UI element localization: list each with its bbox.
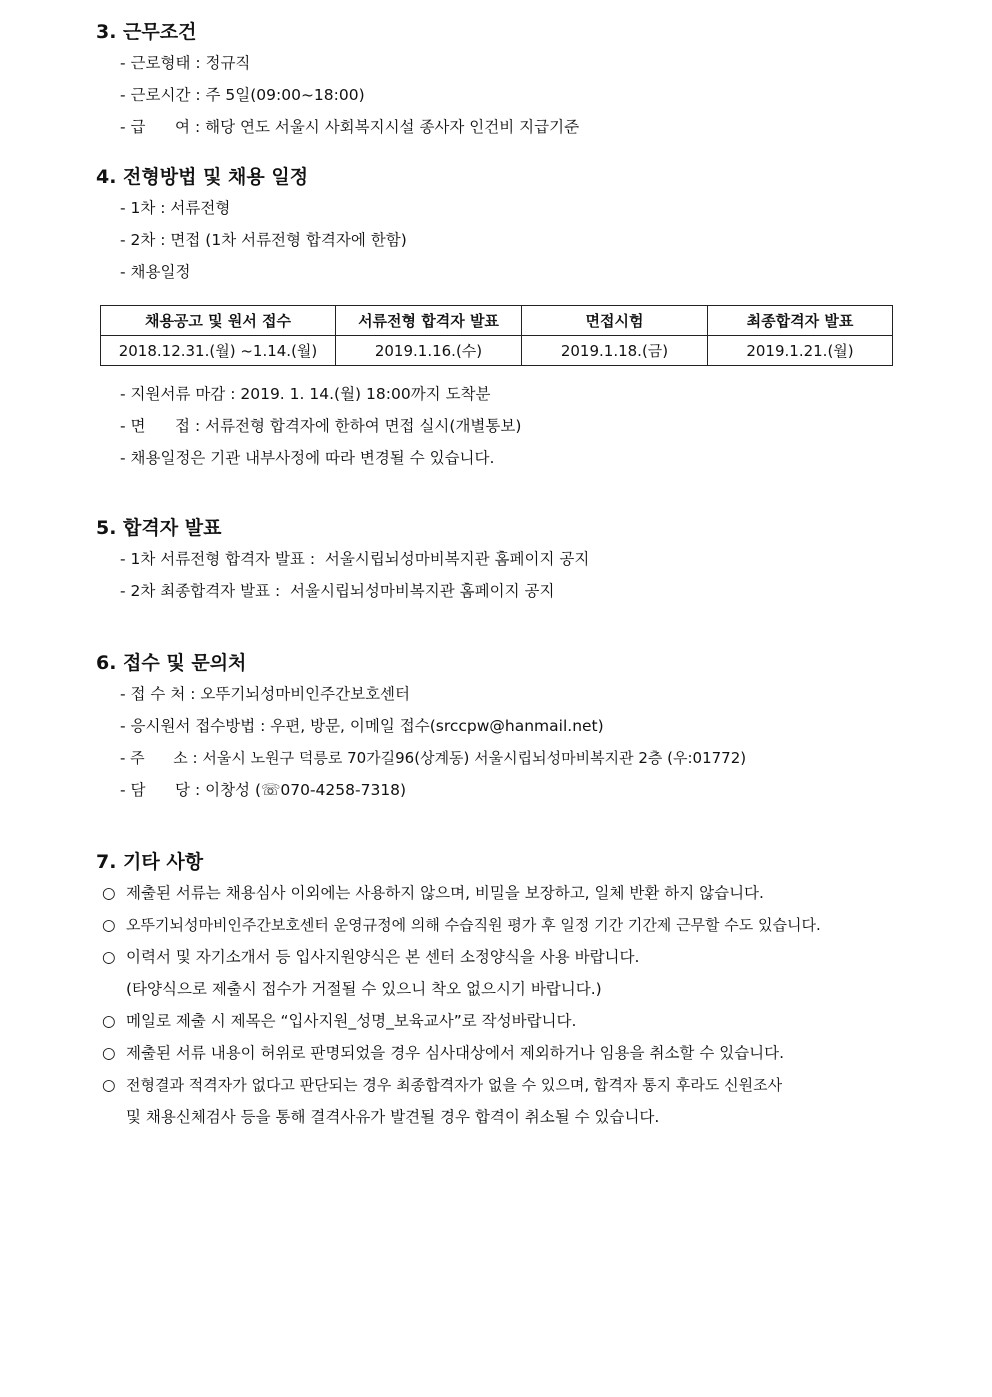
circle-bullet-icon: ○ [102, 884, 116, 902]
section-announcement [96, 513, 916, 607]
table-header-cell: 최종합격자 발표 [708, 306, 893, 336]
table-header-cell: 서류전형 합격자 발표 [336, 306, 522, 336]
list-item: - 2차 최종합격자 발표 : 서울시립뇌성마비복지관 홈페이지 공지 [120, 582, 555, 600]
section-other-notes [96, 847, 916, 1133]
circle-bullet-icon: ○ [102, 1012, 116, 1030]
note-item: ○ 메일로 제출 시 제목은 “입사지원_성명_보육교사”로 작성바랍니다. [96, 1005, 916, 1037]
table-cell: 2019.1.21.(월) [708, 336, 893, 366]
list-item: - 응시원서 접수방법 : 우편, 방문, 이메일 접수(srccpw@hanmail.net) [120, 717, 604, 735]
list-item: - 1차 : 서류전형 [120, 199, 231, 217]
section-contact [96, 648, 916, 806]
section-work-conditions [96, 17, 916, 143]
section-title: 7. 기타 사항 [96, 851, 204, 873]
table-header-row [101, 306, 893, 336]
circle-bullet-icon: ○ [102, 1076, 116, 1094]
list-item: - 채용일정 [120, 263, 191, 281]
schedule-notes [96, 378, 916, 474]
note-item: ○ 전형결과 적격자가 없다고 판단되는 경우 최종합격자가 없을 수 있으며, 합격자 통지 후라도 신원조사 [96, 1069, 916, 1101]
list-item: - 접 수 처 : 오뚜기뇌성마비인주간보호센터 [120, 685, 410, 703]
table-cell: 2019.1.18.(금) [522, 336, 708, 366]
section-title: 4. 전형방법 및 채용 일정 [96, 166, 309, 188]
note-item: ○ 제출된 서류 내용이 허위로 판명되었을 경우 심사대상에서 제외하거나 임용을 취소할 수 있습니다. [96, 1037, 916, 1069]
list-item: - 근로형태 : 정규직 [120, 54, 251, 72]
note-item: ○ 제출된 서류는 채용심사 이외에는 사용하지 않으며, 비밀을 보장하고, 일체 반환 하지 않습니다. [96, 877, 916, 909]
note-continuation: 및 채용신체검사 등을 통해 결격사유가 발견될 경우 합격이 취소될 수 있습니다. [126, 1108, 660, 1126]
section-title: 5. 합격자 발표 [96, 517, 222, 539]
circle-bullet-icon: ○ [102, 948, 116, 966]
section-title: 3. 근무조건 [96, 21, 197, 43]
table-header-cell: 면접시험 [522, 306, 708, 336]
circle-bullet-icon: ○ [102, 916, 116, 934]
table-cell: 2018.12.31.(월) ~1.14.(월) [101, 336, 336, 366]
note-item: ○ 오뚜기뇌성마비인주간보호센터 운영규정에 의해 수습직원 평가 후 일정 기간 기간제 근무할 수도 있습니다. [96, 909, 916, 941]
note-item: ○ 이력서 및 자기소개서 등 입사지원양식은 본 센터 소정양식을 사용 바랍니다. [96, 941, 916, 973]
list-item: - 담 당 : 이창성 (☏070-4258-7318) [120, 781, 407, 799]
list-item: - 주 소 : 서울시 노원구 덕릉로 70가길96(상계동) 서울시립뇌성마비복지관 2층 (우:01772) [120, 749, 747, 767]
list-item: - 면 접 : 서류전형 합격자에 한하여 면접 실시(개별통보) [120, 417, 522, 435]
list-item: - 채용일정은 기관 내부사정에 따라 변경될 수 있습니다. [120, 449, 495, 467]
table-header-cell: 채용공고 및 원서 접수 [101, 306, 336, 336]
schedule-table [100, 305, 893, 366]
list-item: - 2차 : 면접 (1차 서류전형 합격자에 한함) [120, 231, 407, 249]
list-item: - 급 여 : 해당 연도 서울시 사회복지시설 종사자 인건비 지급기준 [120, 118, 580, 136]
circle-bullet-icon: ○ [102, 1044, 116, 1062]
section-selection-schedule [96, 162, 916, 288]
list-item: - 근로시간 : 주 5일(09:00~18:00) [120, 86, 365, 104]
list-item: - 지원서류 마감 : 2019. 1. 14.(월) 18:00까지 도착분 [120, 385, 491, 403]
table-cell: 2019.1.16.(수) [336, 336, 522, 366]
section-title: 6. 접수 및 문의처 [96, 652, 247, 674]
note-continuation: (타양식으로 제출시 접수가 거절될 수 있으니 착오 없으시기 바랍니다.) [126, 980, 602, 998]
list-item: - 1차 서류전형 합격자 발표 : 서울시립뇌성마비복지관 홈페이지 공지 [120, 550, 590, 568]
table-row [101, 336, 893, 366]
